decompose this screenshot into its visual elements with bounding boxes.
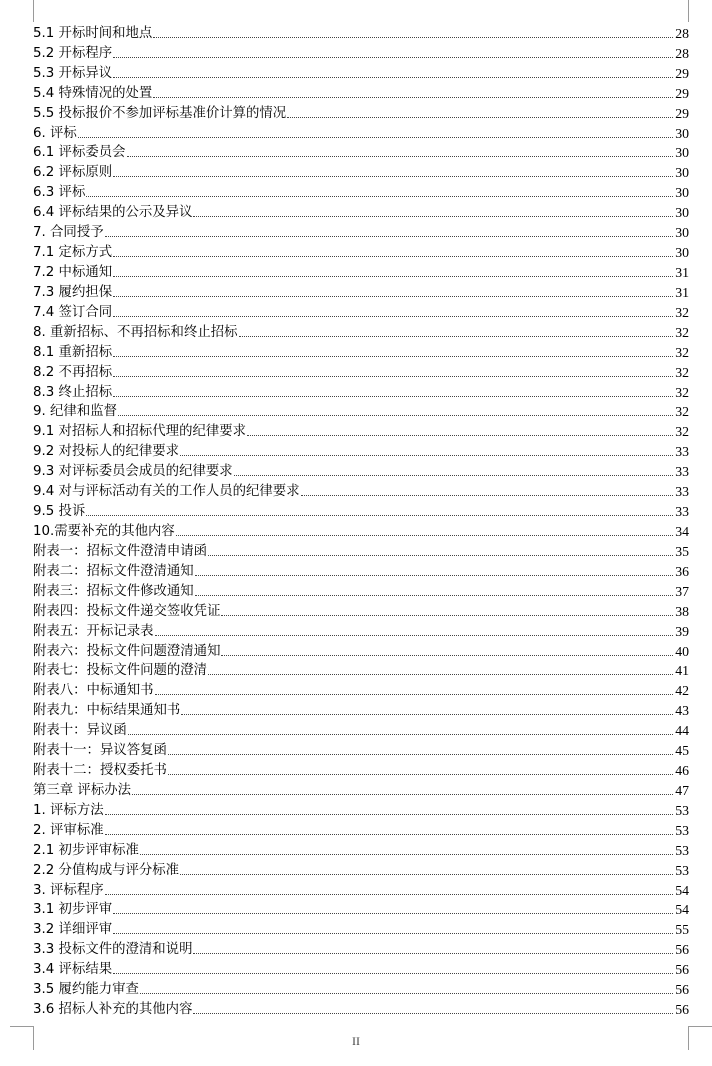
toc-dot-leader bbox=[113, 913, 673, 914]
toc-entry-page-number: 47 bbox=[675, 782, 689, 798]
toc-entry[interactable] bbox=[33, 520, 689, 540]
toc-dot-leader bbox=[208, 674, 673, 675]
toc-entry-page-number: 29 bbox=[675, 105, 689, 121]
toc-dot-leader bbox=[181, 714, 673, 715]
toc-entry[interactable] bbox=[33, 600, 689, 620]
toc-entry-page-number: 37 bbox=[675, 583, 689, 599]
toc-entry-title: 附表四：投标文件递交签收凭证 bbox=[33, 603, 221, 619]
toc-entry-page-number: 31 bbox=[675, 284, 689, 300]
toc-entry[interactable] bbox=[33, 699, 689, 719]
toc-entry-title: 附表十二：授权委托书 bbox=[33, 763, 167, 779]
toc-entry-title: 9.4 对与评标活动有关的工作人员的纪律要求 bbox=[33, 484, 300, 500]
toc-entry-title: 3. 评标程序 bbox=[33, 882, 104, 898]
toc-entry-title: 3.5 履约能力审查 bbox=[33, 982, 139, 998]
toc-entry[interactable] bbox=[33, 779, 689, 799]
toc-dot-leader bbox=[221, 655, 673, 656]
toc-entry-page-number: 56 bbox=[675, 1002, 689, 1018]
toc-dot-leader bbox=[118, 415, 673, 416]
toc-entry-title: 6.4 评标结果的公示及异议 bbox=[33, 205, 193, 221]
toc-dot-leader bbox=[193, 1013, 673, 1014]
toc-entry-title: 8.1 重新招标 bbox=[33, 344, 113, 360]
toc-dot-leader bbox=[113, 933, 673, 934]
toc-entry-title: 附表十一：异议答复函 bbox=[33, 743, 167, 759]
toc-dot-leader bbox=[113, 176, 673, 177]
toc-entry-title: 2. 评审标准 bbox=[33, 822, 104, 838]
toc-entry-page-number: 32 bbox=[675, 424, 689, 440]
toc-entry-title: 6.1 评标委员会 bbox=[33, 145, 126, 161]
toc-dot-leader bbox=[140, 854, 673, 855]
toc-dot-leader bbox=[301, 495, 674, 496]
toc-entry-page-number: 43 bbox=[675, 703, 689, 719]
toc-entry[interactable] bbox=[33, 719, 689, 739]
toc-entry-title: 5.3 开标异议 bbox=[33, 65, 113, 81]
toc-entry[interactable] bbox=[33, 102, 689, 122]
toc-dot-leader bbox=[221, 615, 673, 616]
toc-entry-page-number: 34 bbox=[675, 523, 689, 539]
toc-entry[interactable] bbox=[33, 500, 689, 520]
toc-dot-leader bbox=[155, 694, 674, 695]
toc-entry-title: 3.3 投标文件的澄清和说明 bbox=[33, 942, 193, 958]
toc-dot-leader bbox=[113, 57, 673, 58]
toc-dot-leader bbox=[176, 535, 673, 536]
toc-dot-leader bbox=[113, 296, 673, 297]
toc-dot-leader bbox=[113, 356, 673, 357]
toc-entry-title: 9.3 对评标委员会成员的纪律要求 bbox=[33, 464, 233, 480]
crop-mark-top-left-v bbox=[33, 0, 34, 22]
toc-entry[interactable] bbox=[33, 640, 689, 660]
toc-entry-page-number: 28 bbox=[675, 25, 689, 41]
toc-dot-leader bbox=[234, 475, 674, 476]
toc-dot-leader bbox=[113, 973, 673, 974]
toc-dot-leader bbox=[193, 953, 673, 954]
toc-entry[interactable] bbox=[33, 181, 689, 201]
toc-dot-leader bbox=[168, 754, 673, 755]
toc-entry-title: 7.2 中标通知 bbox=[33, 264, 113, 280]
toc-entry-title: 附表一：招标文件澄清申请函 bbox=[33, 543, 208, 559]
toc-entry-title: 6. 评标 bbox=[33, 125, 77, 141]
toc-entry-title: 5.2 开标程序 bbox=[33, 45, 113, 61]
toc-entry-title: 6.3 评标 bbox=[33, 185, 86, 201]
toc-entry-title: 附表二：招标文件澄清通知 bbox=[33, 563, 194, 579]
toc-entry[interactable] bbox=[33, 440, 689, 460]
toc-entry-title: 9.1 对招标人和招标代理的纪律要求 bbox=[33, 424, 247, 440]
toc-entry[interactable] bbox=[33, 679, 689, 699]
toc-dot-leader bbox=[153, 97, 673, 98]
toc-dot-leader bbox=[86, 515, 673, 516]
toc-entry[interactable] bbox=[33, 361, 689, 381]
toc-entry-title: 8.3 终止招标 bbox=[33, 384, 113, 400]
toc-entry[interactable] bbox=[33, 122, 689, 142]
toc-entry-title: 1. 评标方法 bbox=[33, 802, 104, 818]
toc-entry-page-number: 28 bbox=[675, 45, 689, 61]
crop-mark-top-right-v bbox=[688, 0, 689, 22]
toc-entry-page-number: 30 bbox=[675, 185, 689, 201]
toc-entry-page-number: 44 bbox=[675, 723, 689, 739]
toc-entry-page-number: 53 bbox=[675, 802, 689, 818]
toc-entry-title: 7.4 签订合同 bbox=[33, 304, 113, 320]
toc-entry-page-number: 42 bbox=[675, 683, 689, 699]
toc-entry-title: 3.1 初步评审 bbox=[33, 902, 113, 918]
toc-entry-page-number: 33 bbox=[675, 464, 689, 480]
toc-dot-leader bbox=[128, 734, 673, 735]
toc-dot-leader bbox=[195, 575, 674, 576]
toc-dot-leader bbox=[113, 316, 673, 317]
toc-entry[interactable] bbox=[33, 918, 689, 938]
toc-entry[interactable] bbox=[33, 859, 689, 879]
toc-entry-page-number: 53 bbox=[675, 862, 689, 878]
toc-entry-title: 7.1 定标方式 bbox=[33, 245, 113, 261]
toc-entry-page-number: 56 bbox=[675, 962, 689, 978]
toc-entry-page-number: 30 bbox=[675, 245, 689, 261]
toc-entry[interactable] bbox=[33, 540, 689, 560]
toc-dot-leader bbox=[195, 595, 674, 596]
toc-entry-title: 3.4 评标结果 bbox=[33, 962, 113, 978]
toc-entry[interactable] bbox=[33, 899, 689, 919]
toc-entry-page-number: 33 bbox=[675, 444, 689, 460]
toc-entry-page-number: 32 bbox=[675, 404, 689, 420]
toc-dot-leader bbox=[180, 455, 673, 456]
toc-entry[interactable] bbox=[33, 221, 689, 241]
toc-dot-leader bbox=[140, 993, 673, 994]
toc-entry-page-number: 29 bbox=[675, 65, 689, 81]
toc-dot-leader bbox=[105, 894, 674, 895]
toc-entry-page-number: 33 bbox=[675, 484, 689, 500]
toc-entry[interactable] bbox=[33, 938, 689, 958]
toc-entry-page-number: 41 bbox=[675, 663, 689, 679]
toc-entry[interactable] bbox=[33, 161, 689, 181]
toc-entry-title: 5.1 开标时间和地点 bbox=[33, 25, 153, 41]
page-number-footer: II bbox=[352, 1034, 360, 1048]
toc-entry-page-number: 30 bbox=[675, 145, 689, 161]
toc-entry-page-number: 56 bbox=[675, 942, 689, 958]
toc-dot-leader bbox=[132, 794, 673, 795]
toc-entry[interactable] bbox=[33, 42, 689, 62]
toc-entry[interactable] bbox=[33, 998, 689, 1018]
toc-dot-leader bbox=[239, 336, 674, 337]
toc-dot-leader bbox=[86, 196, 673, 197]
toc-entry-page-number: 54 bbox=[675, 902, 689, 918]
toc-dot-leader bbox=[113, 276, 673, 277]
toc-entry-page-number: 31 bbox=[675, 264, 689, 280]
toc-entry-title: 7.3 履约担保 bbox=[33, 284, 113, 300]
toc-dot-leader bbox=[113, 376, 673, 377]
toc-entry[interactable] bbox=[33, 660, 689, 680]
toc-entry[interactable] bbox=[33, 799, 689, 819]
toc-entry-page-number: 55 bbox=[675, 922, 689, 938]
toc-entry-page-number: 29 bbox=[675, 85, 689, 101]
toc-entry[interactable] bbox=[33, 241, 689, 261]
toc-entry[interactable] bbox=[33, 301, 689, 321]
toc-entry[interactable] bbox=[33, 620, 689, 640]
toc-entry[interactable] bbox=[33, 381, 689, 401]
toc-entry-page-number: 33 bbox=[675, 504, 689, 520]
crop-mark-bottom-right-h bbox=[689, 1026, 712, 1027]
toc-entry-title: 第三章 评标办法 bbox=[33, 782, 131, 798]
toc-entry[interactable] bbox=[33, 82, 689, 102]
toc-entry[interactable] bbox=[33, 739, 689, 759]
toc-dot-leader bbox=[78, 137, 673, 138]
toc-entry-page-number: 46 bbox=[675, 763, 689, 779]
toc-entry-page-number: 40 bbox=[675, 643, 689, 659]
toc-entry[interactable] bbox=[33, 580, 689, 600]
toc-entry-page-number: 32 bbox=[675, 364, 689, 380]
toc-entry-title: 附表八：中标通知书 bbox=[33, 683, 154, 699]
toc-entry-title: 9.5 投诉 bbox=[33, 504, 86, 520]
toc-dot-leader bbox=[247, 435, 673, 436]
toc-entry-page-number: 30 bbox=[675, 205, 689, 221]
toc-entry-title: 9.2 对投标人的纪律要求 bbox=[33, 444, 180, 460]
toc-dot-leader bbox=[127, 156, 674, 157]
toc-entry-page-number: 30 bbox=[675, 225, 689, 241]
toc-entry[interactable] bbox=[33, 261, 689, 281]
toc-entry-title: 3.6 招标人补充的其他内容 bbox=[33, 1002, 193, 1018]
toc-dot-leader bbox=[155, 635, 674, 636]
crop-mark-bottom-left-h bbox=[10, 1026, 33, 1027]
toc-entry-title: 附表十：异议函 bbox=[33, 723, 127, 739]
toc-entry[interactable] bbox=[33, 420, 689, 440]
toc-dot-leader bbox=[113, 77, 673, 78]
toc-dot-leader bbox=[105, 814, 674, 815]
toc-entry-page-number: 39 bbox=[675, 623, 689, 639]
toc-entry-title: 10.需要补充的其他内容 bbox=[33, 523, 175, 539]
table-of-contents bbox=[33, 22, 689, 1018]
toc-entry-title: 2.1 初步评审标准 bbox=[33, 842, 139, 858]
toc-entry[interactable] bbox=[33, 321, 689, 341]
toc-entry-title: 5.4 特殊情况的处置 bbox=[33, 85, 153, 101]
toc-entry-page-number: 54 bbox=[675, 882, 689, 898]
toc-dot-leader bbox=[105, 236, 674, 237]
toc-entry-page-number: 32 bbox=[675, 304, 689, 320]
toc-entry[interactable] bbox=[33, 560, 689, 580]
toc-entry-title: 2.2 分值构成与评分标准 bbox=[33, 862, 180, 878]
toc-entry-page-number: 32 bbox=[675, 344, 689, 360]
toc-entry-page-number: 53 bbox=[675, 842, 689, 858]
toc-entry-title: 5.5 投标报价不参加评标基准价计算的情况 bbox=[33, 105, 287, 121]
toc-dot-leader bbox=[168, 774, 673, 775]
toc-entry-page-number: 32 bbox=[675, 384, 689, 400]
toc-entry-title: 7. 合同授予 bbox=[33, 225, 104, 241]
toc-entry-page-number: 38 bbox=[675, 603, 689, 619]
toc-entry-title: 8. 重新招标、不再招标和终止招标 bbox=[33, 324, 238, 340]
toc-entry[interactable] bbox=[33, 401, 689, 421]
toc-entry-title: 8.2 不再招标 bbox=[33, 364, 113, 380]
toc-entry-page-number: 56 bbox=[675, 982, 689, 998]
toc-entry[interactable] bbox=[33, 142, 689, 162]
toc-entry-page-number: 30 bbox=[675, 125, 689, 141]
toc-entry-page-number: 30 bbox=[675, 165, 689, 181]
toc-dot-leader bbox=[153, 37, 673, 38]
toc-entry-page-number: 35 bbox=[675, 543, 689, 559]
toc-entry[interactable] bbox=[33, 759, 689, 779]
toc-entry[interactable] bbox=[33, 201, 689, 221]
toc-entry-title: 3.2 详细评审 bbox=[33, 922, 113, 938]
toc-entry-title: 9. 纪律和监督 bbox=[33, 404, 117, 420]
toc-entry-page-number: 32 bbox=[675, 324, 689, 340]
toc-dot-leader bbox=[287, 117, 673, 118]
toc-entry-page-number: 53 bbox=[675, 822, 689, 838]
toc-dot-leader bbox=[105, 834, 674, 835]
toc-entry[interactable] bbox=[33, 839, 689, 859]
toc-entry[interactable] bbox=[33, 978, 689, 998]
toc-entry[interactable] bbox=[33, 958, 689, 978]
toc-dot-leader bbox=[113, 256, 673, 257]
toc-entry[interactable] bbox=[33, 22, 689, 42]
toc-entry-title: 附表五：开标记录表 bbox=[33, 623, 154, 639]
toc-entry[interactable] bbox=[33, 62, 689, 82]
toc-entry-title: 附表九：中标结果通知书 bbox=[33, 703, 181, 719]
toc-entry-page-number: 45 bbox=[675, 743, 689, 759]
toc-dot-leader bbox=[193, 216, 673, 217]
toc-entry[interactable] bbox=[33, 460, 689, 480]
toc-entry[interactable] bbox=[33, 281, 689, 301]
toc-entry[interactable] bbox=[33, 819, 689, 839]
toc-entry[interactable] bbox=[33, 480, 689, 500]
toc-entry-page-number: 36 bbox=[675, 563, 689, 579]
toc-entry[interactable] bbox=[33, 879, 689, 899]
toc-dot-leader bbox=[113, 396, 673, 397]
toc-entry-title: 附表三：招标文件修改通知 bbox=[33, 583, 194, 599]
toc-entry-title: 附表七：投标文件问题的澄清 bbox=[33, 663, 208, 679]
toc-dot-leader bbox=[180, 874, 673, 875]
toc-entry[interactable] bbox=[33, 341, 689, 361]
toc-dot-leader bbox=[208, 555, 673, 556]
toc-entry-title: 附表六：投标文件问题澄清通知 bbox=[33, 643, 221, 659]
toc-entry-title: 6.2 评标原则 bbox=[33, 165, 113, 181]
